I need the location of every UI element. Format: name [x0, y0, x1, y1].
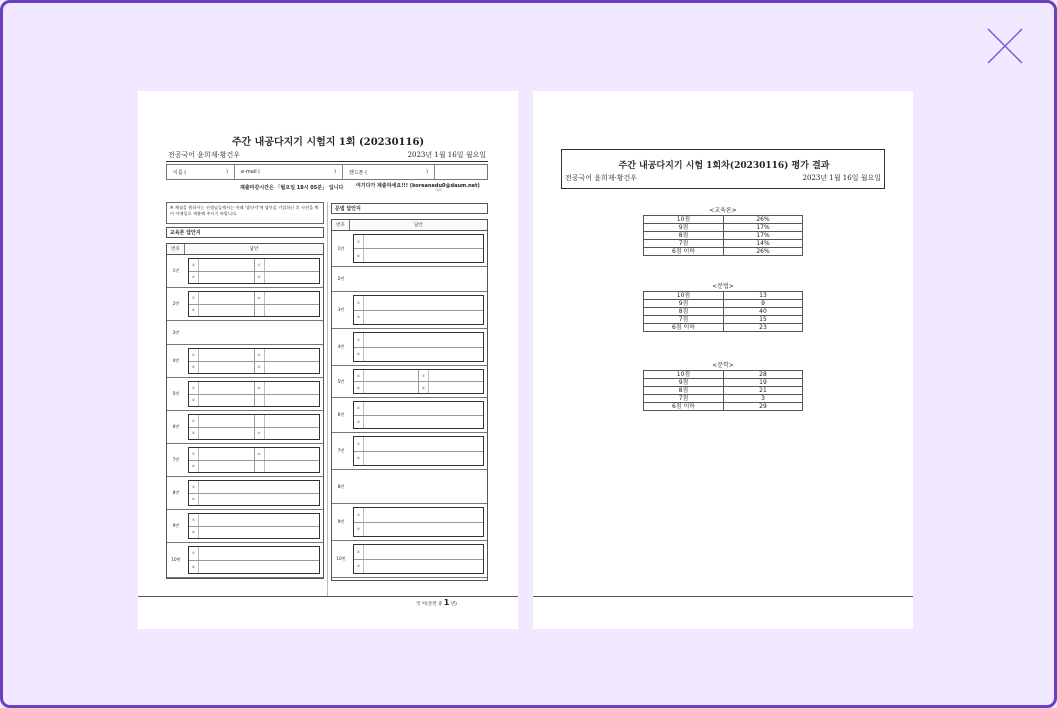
- answer-mark: ②: [255, 448, 265, 460]
- answer-line: [354, 416, 483, 429]
- answer-mark: [255, 461, 265, 473]
- table-row: [167, 378, 323, 411]
- answer-line: [354, 508, 483, 523]
- answer-cell[interactable]: [255, 349, 320, 361]
- answer-mark: ①: [255, 259, 265, 271]
- answer-cell[interactable]: [419, 370, 483, 381]
- answer-cell[interactable]: [354, 235, 483, 248]
- answer-cell[interactable]: [255, 461, 320, 473]
- answer-cell[interactable]: [354, 348, 483, 362]
- table-row: [332, 292, 487, 329]
- answer-cell[interactable]: [189, 292, 255, 304]
- column-divider: [327, 202, 328, 596]
- exam-page-1: [138, 91, 518, 629]
- answer-line: [354, 311, 483, 325]
- question-number: 10번: [336, 556, 346, 561]
- answer-box: [188, 258, 320, 284]
- answer-mark: [255, 395, 265, 407]
- answer-mark: ①: [189, 481, 199, 493]
- score-table-literature: [643, 370, 803, 411]
- answer-mark: ①: [189, 514, 199, 526]
- answer-mark: ①: [354, 235, 364, 248]
- answer-cell[interactable]: [354, 370, 419, 381]
- answer-cell[interactable]: [189, 415, 255, 427]
- question-number: 6번: [337, 412, 345, 417]
- answer-mark: ②: [354, 523, 364, 537]
- answer-cell[interactable]: [354, 382, 419, 393]
- question-number: 2번: [172, 301, 180, 306]
- answer-cell[interactable]: [354, 416, 483, 429]
- answer-line: [189, 415, 319, 428]
- result-page: [533, 91, 913, 629]
- result-date: 2023년 1월 16일 월요일: [802, 174, 881, 182]
- table-row: 10점 26%: [644, 216, 803, 224]
- answer-cell[interactable]: [255, 362, 320, 374]
- answer-cell[interactable]: [255, 292, 320, 304]
- answer-line: [189, 428, 319, 440]
- answer-line: [189, 547, 319, 561]
- table-row: [167, 321, 323, 345]
- answer-box: [188, 480, 320, 506]
- question-number: 9번: [337, 519, 345, 524]
- answer-mark: ①: [255, 349, 265, 361]
- answer-box: [188, 381, 320, 407]
- name-field[interactable]: 이름 ( ): [167, 165, 235, 179]
- answer-mark: ②: [189, 362, 199, 374]
- answer-cell[interactable]: [255, 272, 320, 284]
- result-header-box: [561, 149, 885, 189]
- question-number: 4번: [337, 344, 345, 349]
- table-row: [167, 543, 323, 578]
- answer-area: [185, 477, 323, 509]
- answer-line: [189, 349, 319, 362]
- answer-box: [188, 291, 320, 317]
- answer-line: [189, 362, 319, 374]
- answer-cell[interactable]: [189, 461, 255, 473]
- answer-mark: ①: [354, 508, 364, 522]
- answer-area: [185, 543, 323, 577]
- answer-box: [353, 369, 484, 394]
- answer-cell[interactable]: [189, 481, 319, 493]
- answer-line: [189, 514, 319, 527]
- answer-mark: ②: [255, 428, 265, 440]
- table-row: 7점 15: [644, 316, 803, 324]
- answer-mark: [255, 305, 265, 317]
- exam-title: 주간 내공다지기 시험지 1회 (20230116): [231, 137, 425, 148]
- answer-area: [185, 378, 323, 410]
- answer-mark: ①: [189, 415, 199, 427]
- table-row: 6점 이하 26%: [644, 248, 803, 256]
- answer-line: [354, 545, 483, 560]
- answer-area: [350, 366, 487, 397]
- answer-cell[interactable]: [189, 259, 255, 271]
- answer-mark: ②: [419, 382, 429, 393]
- info-extra: [435, 165, 487, 179]
- question-number: 1번: [172, 268, 180, 273]
- table-row: [167, 288, 323, 321]
- answer-area: [350, 231, 487, 266]
- answer-cell[interactable]: [255, 415, 320, 427]
- answer-cell[interactable]: [189, 362, 255, 374]
- table-row: [332, 541, 487, 578]
- question-number: 1번: [337, 245, 345, 251]
- answer-mark: ①: [354, 437, 364, 451]
- left-answer-table: [166, 243, 324, 579]
- question-number: 2번: [337, 276, 345, 281]
- table-caption: <문법>: [712, 283, 734, 290]
- answer-cell[interactable]: [189, 547, 319, 560]
- answer-line: [189, 527, 319, 539]
- answer-mark: ①: [354, 545, 364, 559]
- answer-mark: ②: [189, 428, 199, 440]
- answer-cell[interactable]: [255, 428, 320, 440]
- question-number: 7번: [172, 457, 180, 462]
- answer-line: [354, 235, 483, 249]
- table-row: 8점 17%: [644, 232, 803, 240]
- question-number: 4번: [172, 358, 180, 363]
- footer-divider: [533, 596, 913, 597]
- instructor-names: 전공국어 윤희재·황건우: [565, 174, 638, 182]
- answer-mark: ②: [189, 527, 199, 539]
- table-caption: <문학>: [712, 362, 734, 369]
- answer-mark: ①: [354, 296, 364, 310]
- submit-email-note: 원칙: [436, 188, 442, 192]
- answer-mark: ②: [255, 382, 265, 394]
- table-row: [332, 366, 487, 398]
- answer-line: [189, 481, 319, 494]
- question-number: 8번: [172, 490, 180, 495]
- answer-area: [350, 292, 487, 328]
- answer-cell[interactable]: [189, 305, 255, 317]
- table-row: [167, 444, 323, 477]
- question-number: 6번: [172, 424, 180, 429]
- answer-cell[interactable]: [189, 514, 319, 526]
- answer-area: [185, 321, 323, 344]
- answer-mark: ①: [354, 370, 364, 381]
- answer-mark: ②: [354, 348, 364, 362]
- answer-area: [350, 329, 487, 365]
- answer-cell[interactable]: [354, 249, 483, 262]
- table-row: 6점 이하 29: [644, 403, 803, 411]
- answer-line: [189, 259, 319, 272]
- answer-box: [353, 507, 484, 537]
- answer-area: [350, 470, 487, 503]
- answer-mark: ②: [354, 249, 364, 262]
- answer-line: [354, 560, 483, 574]
- answer-mark: ①: [419, 370, 429, 381]
- answer-mark: ②: [354, 452, 364, 466]
- answer-cell[interactable]: [255, 395, 320, 407]
- table-row: 7점 3: [644, 395, 803, 403]
- answer-mark: ①: [189, 259, 199, 271]
- right-answer-table: [331, 219, 488, 581]
- answer-box: [188, 546, 320, 574]
- answer-mark: ②: [189, 305, 199, 317]
- answer-cell[interactable]: [354, 437, 483, 451]
- answer-mark: [255, 415, 265, 427]
- table-row: [167, 477, 323, 510]
- footer-divider: [138, 596, 518, 597]
- answer-cell[interactable]: [189, 527, 319, 539]
- answer-mark: ①: [189, 292, 199, 304]
- table-row: 6점 이하 23: [644, 324, 803, 332]
- answer-box: [353, 544, 484, 574]
- answer-line: [189, 292, 319, 305]
- question-number: 10번: [171, 557, 181, 562]
- answer-mark: ①: [189, 382, 199, 394]
- answer-box: [353, 295, 484, 325]
- answer-cell[interactable]: [255, 448, 320, 460]
- table-row: [332, 329, 487, 366]
- student-info-box: [166, 164, 488, 180]
- answer-area: [185, 345, 323, 377]
- answer-line: [189, 461, 319, 473]
- answer-box: [353, 436, 484, 466]
- answer-line: [354, 249, 483, 262]
- table-row: [167, 345, 323, 378]
- answer-line: [354, 333, 483, 348]
- answer-line: [354, 370, 483, 382]
- answer-box: [188, 414, 320, 440]
- answer-cell[interactable]: [354, 560, 483, 574]
- answer-line: [354, 382, 483, 393]
- right-section-title: 문법 답안지: [331, 203, 488, 214]
- answer-cell[interactable]: [354, 545, 483, 559]
- table-row: [167, 411, 323, 444]
- answer-cell[interactable]: [354, 402, 483, 415]
- instructor-names: 전공국어 윤희재·황건우: [168, 151, 241, 159]
- answer-area: [185, 411, 323, 443]
- answer-line: [354, 402, 483, 416]
- answer-area: [185, 288, 323, 320]
- table-header: 번호 답안: [167, 244, 323, 255]
- answer-mark: ②: [354, 382, 364, 393]
- left-section-title: 교육론 답안지: [166, 227, 324, 238]
- answer-cell[interactable]: [419, 382, 483, 393]
- submit-email: 여기다가 제출하세요!!! (koreanedu0@daum.net): [356, 183, 480, 189]
- answer-mark: ②: [189, 561, 199, 574]
- answer-line: [354, 296, 483, 311]
- answer-area: [185, 510, 323, 542]
- question-number: 9번: [172, 523, 180, 528]
- answer-cell[interactable]: [354, 296, 483, 310]
- notice-box: ※ 채점을 원하시는 선생님들께서는 아래 '답안지'에 답안을 기입하신 후 사진을 찍어 이메일로 제출해 주시기 바랍니다.: [166, 202, 324, 224]
- answer-line: [189, 272, 319, 284]
- answer-cell[interactable]: [354, 452, 483, 466]
- table-row: [167, 255, 323, 288]
- answer-line: [189, 561, 319, 574]
- table-row: 10점 28: [644, 371, 803, 379]
- exam-date: 2023년 1월 16일 월요일: [407, 151, 486, 159]
- table-header: 번호 답안: [332, 220, 487, 231]
- answer-mark: ②: [189, 494, 199, 506]
- answer-area: [350, 267, 487, 291]
- question-number: 3번: [172, 329, 180, 335]
- answer-cell[interactable]: [189, 428, 255, 440]
- table-row: 10점 13: [644, 292, 803, 300]
- answer-mark: ②: [354, 311, 364, 325]
- answer-line: [354, 523, 483, 537]
- close-icon[interactable]: [986, 27, 1024, 65]
- answer-mark: ①: [354, 333, 364, 347]
- phone-field[interactable]: 핸드폰 ( ): [343, 165, 435, 179]
- score-table-education: [643, 215, 803, 256]
- email-field[interactable]: e-mail ( ): [235, 165, 343, 179]
- answer-cell[interactable]: [255, 259, 320, 271]
- answer-cell[interactable]: [189, 395, 255, 407]
- answer-mark: ①: [354, 402, 364, 415]
- answer-cell[interactable]: [255, 382, 320, 394]
- answer-cell[interactable]: [354, 333, 483, 347]
- table-row: [332, 470, 487, 504]
- answer-line: [354, 452, 483, 466]
- answer-cell[interactable]: [354, 311, 483, 325]
- answer-line: [354, 437, 483, 452]
- table-row: [332, 433, 487, 470]
- result-title: 주간 내공다지기 시험 1회차(20230116) 평가 결과: [618, 161, 830, 171]
- answer-cell[interactable]: [354, 523, 483, 537]
- answer-cell[interactable]: [255, 305, 320, 317]
- score-table-grammar: [643, 291, 803, 332]
- answer-mark: ②: [354, 416, 364, 429]
- table-row: [332, 231, 487, 267]
- answer-line: [189, 382, 319, 395]
- answer-line: [189, 448, 319, 461]
- answer-mark: ②: [189, 461, 199, 473]
- answer-mark: ①: [189, 349, 199, 361]
- table-row: 8점 40: [644, 308, 803, 316]
- answer-mark: ②: [189, 272, 199, 284]
- answer-cell[interactable]: [189, 349, 255, 361]
- table-row: [332, 398, 487, 433]
- answer-box: [353, 332, 484, 362]
- answer-line: [189, 395, 319, 407]
- deadline-text: 제출마감시간은 「월요일 18시 05분」 입니다: [240, 185, 344, 191]
- table-caption: <교육론>: [709, 207, 737, 214]
- answer-cell[interactable]: [189, 494, 319, 506]
- answer-box: [188, 447, 320, 473]
- question-number: 7번: [337, 448, 345, 453]
- page-footer: 국 어(본면 중 1 면): [416, 598, 457, 607]
- answer-box: [188, 513, 320, 539]
- answer-box: [353, 234, 484, 263]
- table-row: 9점 17%: [644, 224, 803, 232]
- table-row: [167, 510, 323, 543]
- answer-cell[interactable]: [189, 382, 255, 394]
- divider: [166, 161, 488, 162]
- answer-area: [350, 398, 487, 432]
- question-number: 3번: [337, 307, 345, 312]
- table-row: [332, 504, 487, 541]
- answer-area: [350, 541, 487, 577]
- answer-area: [350, 433, 487, 469]
- answer-mark: ①: [189, 547, 199, 560]
- answer-mark: ②: [255, 362, 265, 374]
- answer-line: [354, 348, 483, 362]
- answer-cell[interactable]: [189, 448, 255, 460]
- table-row: 9점 9: [644, 300, 803, 308]
- table-row: 9점 19: [644, 379, 803, 387]
- answer-area: [350, 504, 487, 540]
- answer-cell[interactable]: [189, 561, 319, 574]
- answer-mark: ①: [189, 448, 199, 460]
- answer-area: [185, 444, 323, 476]
- answer-area: [185, 255, 323, 287]
- answer-box: [188, 348, 320, 374]
- answer-mark: ②: [255, 272, 265, 284]
- answer-cell[interactable]: [354, 508, 483, 522]
- answer-mark: ②: [255, 292, 265, 304]
- table-row: 7점 14%: [644, 240, 803, 248]
- table-row: 8점 21: [644, 387, 803, 395]
- question-number: 8번: [337, 483, 345, 489]
- table-row: [332, 267, 487, 292]
- question-number: 5번: [337, 378, 345, 384]
- answer-mark: ②: [354, 560, 364, 574]
- answer-line: [189, 494, 319, 506]
- answer-cell[interactable]: [189, 272, 255, 284]
- answer-box: [353, 401, 484, 429]
- answer-mark: ②: [189, 395, 199, 407]
- question-number: 5번: [172, 391, 180, 396]
- answer-line: [189, 305, 319, 317]
